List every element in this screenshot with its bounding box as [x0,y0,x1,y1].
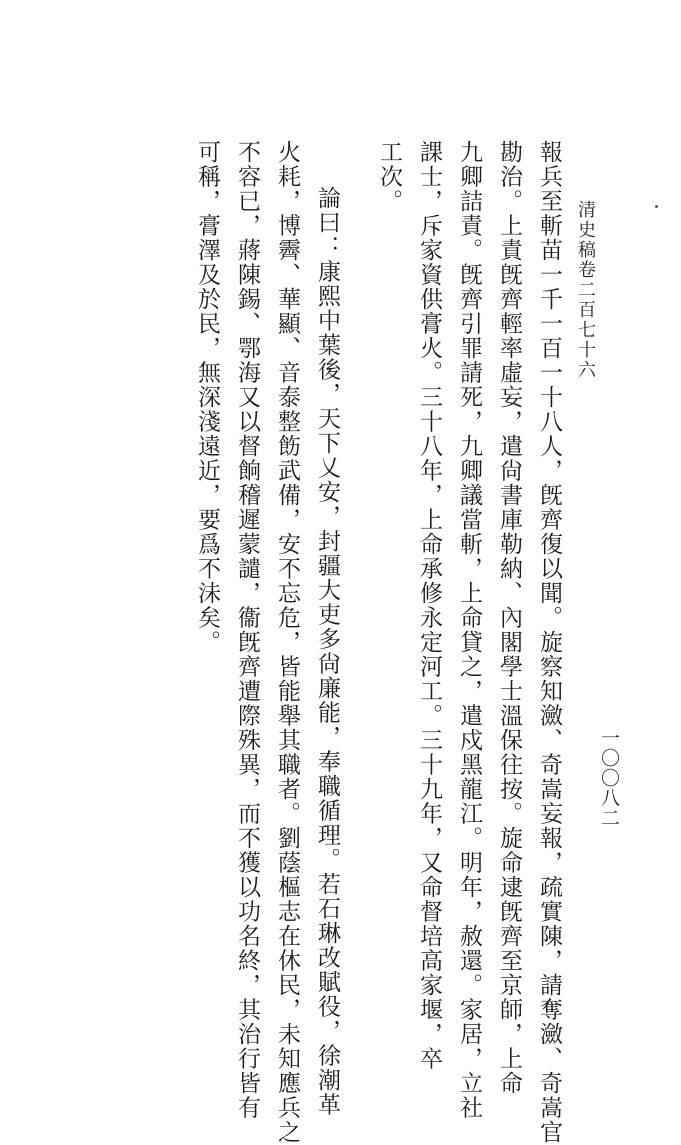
text-column: 九卿詰責。旣齊引罪請死，九卿議當斬，上命貸之，遣戍黑龍江。明年，赦還。家居，立社 [456,140,482,1120]
text-column: 不容已，蔣陳錫、鄂海又以督餉稽遲蒙譴，衞旣齊遭際殊異，而不獲以功名終，其治行皆有 [234,140,260,1120]
scan-speck [655,205,658,208]
body-text [187,140,569,1145]
text-column: 可稱，膏澤及於民，無深淺遠近，要爲不沬矣。 [194,140,220,655]
text-column: 報兵至斬苗一千一百一十八人，旣齊復以聞。旋察知瀲、奇嵩妄報，疏實陳，請奪瀲、奇嵩官 [536,140,562,1145]
page-number: 一〇〇八二 [598,728,620,828]
text-column: 課士，斥家資供膏火。三十八年，上命承修永定河工。三十九年，又命督培高家堰，卒 [416,140,442,1071]
running-header: 清史稿卷二百七十六 [575,200,596,380]
text-column: 火耗，博霽、華顯、音泰整飭武備，安不忘危，皆能舉其職者。劉蔭樞志在休民，未知應兵之 [274,140,300,1145]
text-column: 勘治。上責旣齊輕率虛妄，遣尙書庫勒納、內閣學士溫保往按。旋命逮旣齊至京師，上命 [496,140,522,1096]
text-column: 工次。 [376,140,402,214]
text-column: 論曰：康熙中葉後，天下乂安，封疆大吏多尙廉能，奉職循理。若石琳改賦役，徐潮革 [314,186,340,1117]
paragraph-gap [347,140,369,970]
